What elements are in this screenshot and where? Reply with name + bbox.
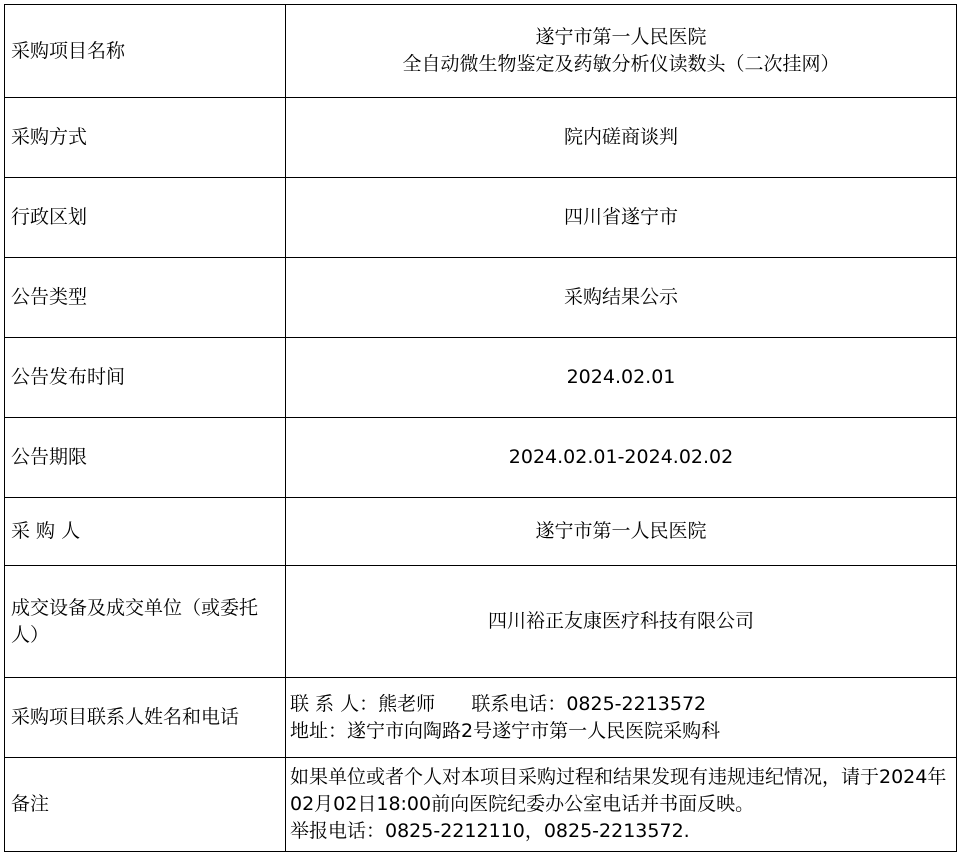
label-publish-time: 公告发布时间: [5, 338, 286, 418]
row-notice-period: [5, 418, 957, 498]
project-name-line-1: 遂宁市第一人民医院: [535, 26, 707, 48]
label-winning-supplier: [5, 566, 286, 678]
value-purchaser: 遂宁市第一人民医院: [286, 498, 957, 566]
label-purchaser: 采 购 人: [5, 498, 286, 566]
value-remarks: [286, 758, 957, 852]
row-procurement-method: [5, 98, 957, 178]
row-remarks: [5, 758, 957, 852]
value-winning-supplier: 四川裕正友康医疗科技有限公司: [286, 566, 957, 678]
value-publish-time: 2024.02.01: [286, 338, 957, 418]
row-contact: [5, 678, 957, 758]
project-name-line-2: 全自动微生物鉴定及药敏分析仪读数头（二次挂网）: [402, 53, 840, 75]
value-region: 四川省遂宁市: [286, 178, 957, 258]
row-project-name: [5, 5, 957, 98]
contact-address: 地址：遂宁市向陶路2号遂宁市第一人民医院采购科: [290, 719, 721, 742]
label-region: 行政区划: [5, 178, 286, 258]
procurement-result-table: [4, 4, 957, 852]
label-notice-type: 公告类型: [5, 258, 286, 338]
value-contact: [286, 678, 957, 758]
contact-person-phone: 联 系 人：熊老师 联系电话：0825-2213572: [290, 692, 707, 715]
report-phone: 举报电话：0825-2212110，0825-2213572.: [290, 820, 690, 842]
row-winning-supplier: [5, 566, 957, 678]
label-remarks: 备注: [5, 758, 286, 852]
row-notice-type: [5, 258, 957, 338]
label-project-name: 采购项目名称: [5, 5, 286, 98]
value-notice-type: 采购结果公示: [286, 258, 957, 338]
value-procurement-method: 院内磋商谈判: [286, 98, 957, 178]
value-project-name: [286, 5, 957, 98]
value-notice-period: 2024.02.01-2024.02.02: [286, 418, 957, 498]
label-procurement-method: 采购方式: [5, 98, 286, 178]
label-winning-supplier-text: 成交设备及成交单位（或委托人）: [11, 596, 259, 646]
row-purchaser: [5, 498, 957, 566]
row-publish-time: [5, 338, 957, 418]
row-region: [5, 178, 957, 258]
remarks-text: 如果单位或者个人对本项目采购过程和结果发现有违规违纪情况，请于2024年02月02日18:00前向医院纪委办公室电话并书面反映。: [290, 766, 947, 815]
label-notice-period: 公告期限: [5, 418, 286, 498]
label-contact: 采购项目联系人姓名和电话: [5, 678, 286, 758]
